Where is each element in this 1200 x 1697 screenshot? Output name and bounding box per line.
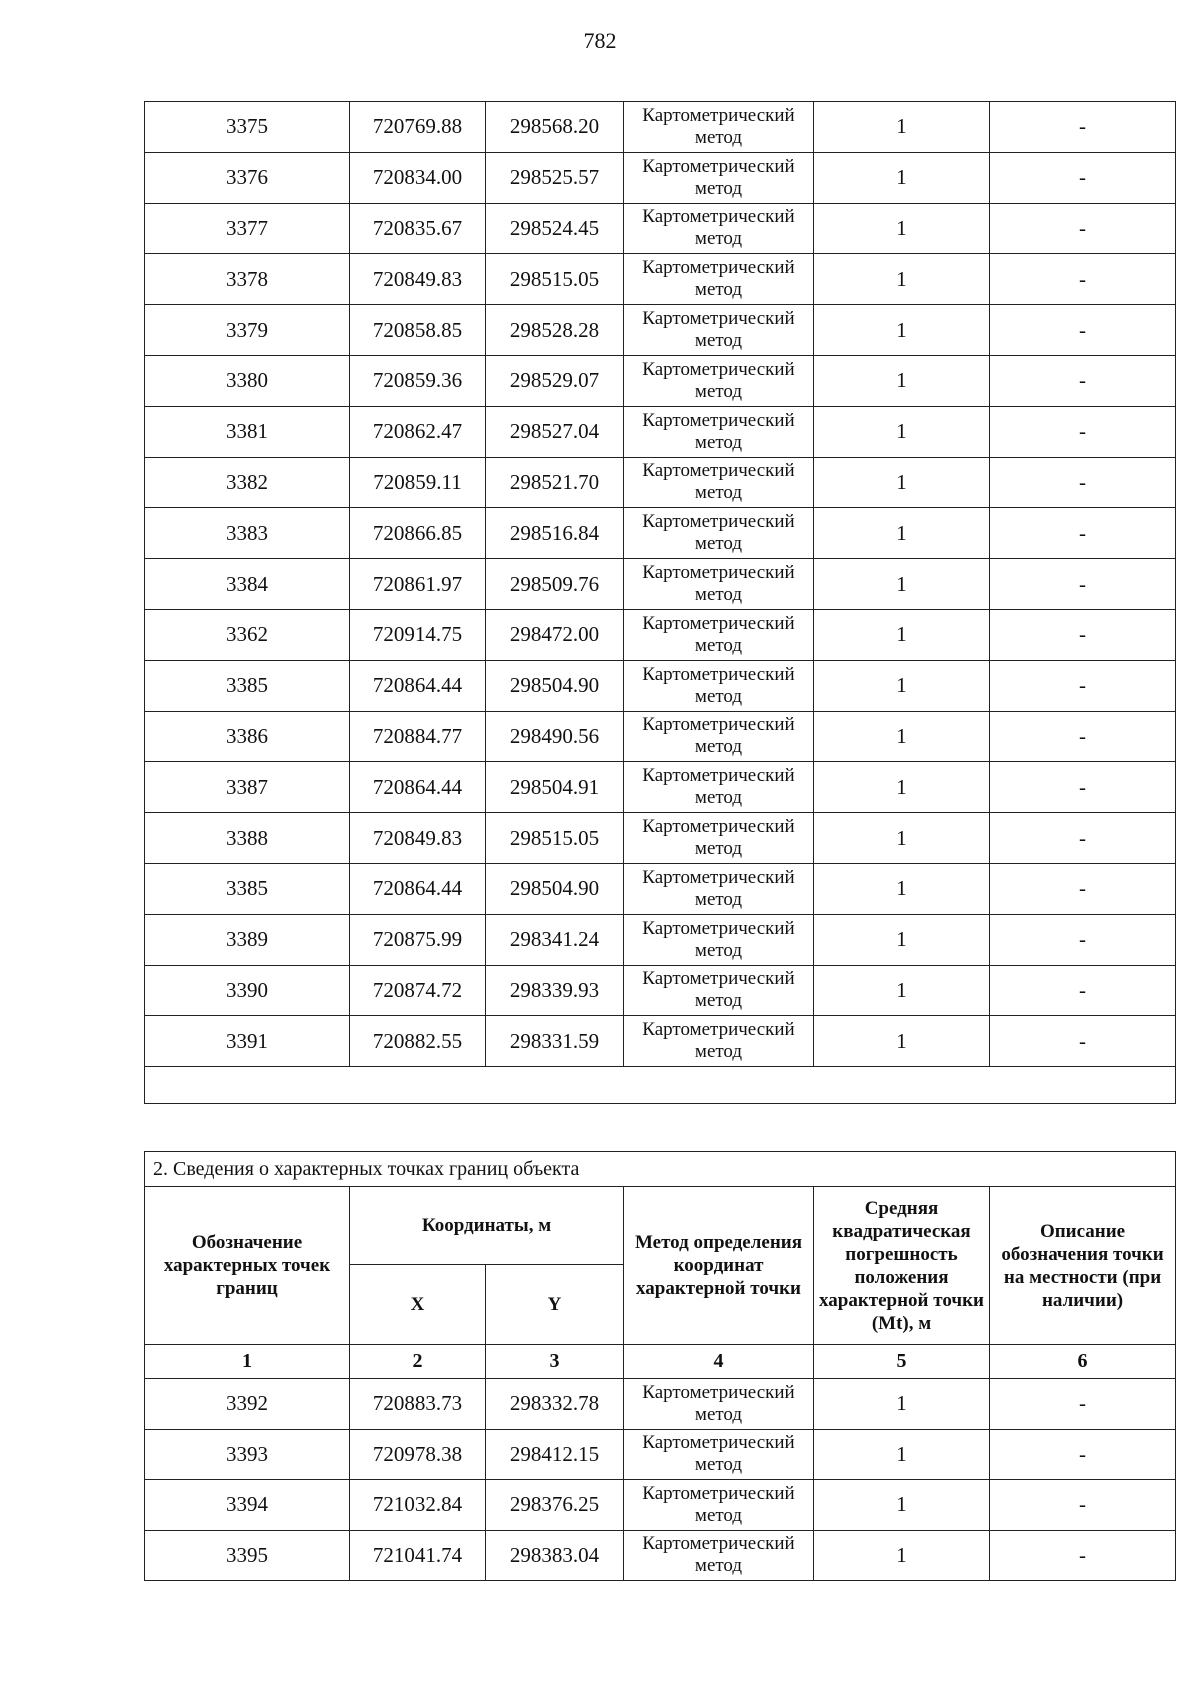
header-description: Описание обозначения точки на местности (при наличии) (990, 1187, 1176, 1345)
coord-x: 720864.44 (350, 863, 486, 914)
error-value: 1 (814, 559, 990, 610)
coord-y: 298527.04 (486, 406, 624, 457)
coord-y: 298332.78 (486, 1379, 624, 1430)
error-value: 1 (814, 660, 990, 711)
method: Картометрический метод (624, 813, 814, 864)
description: - (990, 254, 1176, 305)
description: - (990, 152, 1176, 203)
error-value: 1 (814, 203, 990, 254)
point-id: 3379 (145, 305, 350, 356)
coord-y: 298504.90 (486, 660, 624, 711)
point-id: 3389 (145, 914, 350, 965)
coord-y: 298383.04 (486, 1530, 624, 1581)
header-coordinates: Координаты, м (350, 1187, 624, 1265)
coord-y: 298515.05 (486, 254, 624, 305)
boundary-points-table-continued (144, 101, 1176, 1104)
table-row (145, 609, 1176, 660)
coord-y: 298472.00 (486, 609, 624, 660)
coord-x: 720862.47 (350, 406, 486, 457)
column-number: 1 (145, 1345, 350, 1379)
coord-x: 720835.67 (350, 203, 486, 254)
method: Картометрический метод (624, 660, 814, 711)
point-id: 3393 (145, 1429, 350, 1480)
coord-y: 298412.15 (486, 1429, 624, 1480)
point-id: 3395 (145, 1530, 350, 1581)
table-row (145, 152, 1176, 203)
coord-y: 298376.25 (486, 1480, 624, 1531)
table-row (145, 559, 1176, 610)
description: - (990, 965, 1176, 1016)
coord-y: 298339.93 (486, 965, 624, 1016)
table-row (145, 254, 1176, 305)
coord-y: 298509.76 (486, 559, 624, 610)
error-value: 1 (814, 1429, 990, 1480)
method: Картометрический метод (624, 965, 814, 1016)
table-row (145, 660, 1176, 711)
coord-x: 720866.85 (350, 508, 486, 559)
method: Картометрический метод (624, 1480, 814, 1531)
column-number: 3 (486, 1345, 624, 1379)
table-row (145, 508, 1176, 559)
error-value: 1 (814, 254, 990, 305)
coord-x: 720849.83 (350, 813, 486, 864)
method: Картометрический метод (624, 609, 814, 660)
coord-y: 298341.24 (486, 914, 624, 965)
method: Картометрический метод (624, 102, 814, 153)
coord-x: 720858.85 (350, 305, 486, 356)
method: Картометрический метод (624, 762, 814, 813)
description: - (990, 305, 1176, 356)
column-number: 4 (624, 1345, 814, 1379)
coord-x: 721032.84 (350, 1480, 486, 1531)
description: - (990, 508, 1176, 559)
table-row (145, 711, 1176, 762)
description: - (990, 355, 1176, 406)
point-id: 3386 (145, 711, 350, 762)
point-id: 3385 (145, 660, 350, 711)
table-row (145, 355, 1176, 406)
table-row (145, 1530, 1176, 1581)
method: Картометрический метод (624, 1429, 814, 1480)
method: Картометрический метод (624, 508, 814, 559)
coord-y: 298521.70 (486, 457, 624, 508)
point-id: 3392 (145, 1379, 350, 1430)
section-title-row (145, 1152, 1176, 1187)
coord-x: 720834.00 (350, 152, 486, 203)
coord-y: 298331.59 (486, 1016, 624, 1067)
coord-x: 720849.83 (350, 254, 486, 305)
point-id: 3387 (145, 762, 350, 813)
coord-x: 720864.44 (350, 762, 486, 813)
method: Картометрический метод (624, 1379, 814, 1430)
error-value: 1 (814, 508, 990, 559)
method: Картометрический метод (624, 254, 814, 305)
coord-y: 298528.28 (486, 305, 624, 356)
error-value: 1 (814, 355, 990, 406)
section-title: 2. Сведения о характерных точках границ объекта (145, 1152, 1176, 1187)
coord-x: 720875.99 (350, 914, 486, 965)
error-value: 1 (814, 305, 990, 356)
header-y: Y (486, 1265, 624, 1345)
description: - (990, 609, 1176, 660)
table-row (145, 1379, 1176, 1430)
coord-x: 720978.38 (350, 1429, 486, 1480)
coord-y: 298525.57 (486, 152, 624, 203)
coord-y: 298515.05 (486, 813, 624, 864)
method: Картометрический метод (624, 863, 814, 914)
point-id: 3390 (145, 965, 350, 1016)
coord-x: 720859.36 (350, 355, 486, 406)
method: Картометрический метод (624, 559, 814, 610)
description: - (990, 406, 1176, 457)
table-row (145, 965, 1176, 1016)
method: Картометрический метод (624, 914, 814, 965)
coord-y: 298504.91 (486, 762, 624, 813)
point-id: 3388 (145, 813, 350, 864)
description: - (990, 711, 1176, 762)
point-id: 3376 (145, 152, 350, 203)
point-id: 3384 (145, 559, 350, 610)
coord-x: 720882.55 (350, 1016, 486, 1067)
coord-y: 298568.20 (486, 102, 624, 153)
coord-y: 298516.84 (486, 508, 624, 559)
table-row (145, 102, 1176, 153)
point-id: 3377 (145, 203, 350, 254)
boundary-points-table (144, 1151, 1176, 1581)
coord-x: 720884.77 (350, 711, 486, 762)
column-number: 2 (350, 1345, 486, 1379)
header-mean-square-error: Средняя квадратическая погрешность положения характерной точки (Mt), м (814, 1187, 990, 1345)
description: - (990, 1429, 1176, 1480)
point-id: 3382 (145, 457, 350, 508)
coord-x: 720769.88 (350, 102, 486, 153)
coord-x: 720883.73 (350, 1379, 486, 1430)
point-id: 3381 (145, 406, 350, 457)
error-value: 1 (814, 863, 990, 914)
error-value: 1 (814, 1379, 990, 1430)
error-value: 1 (814, 914, 990, 965)
coord-y: 298524.45 (486, 203, 624, 254)
error-value: 1 (814, 813, 990, 864)
point-id: 3380 (145, 355, 350, 406)
error-value: 1 (814, 711, 990, 762)
method: Картометрический метод (624, 457, 814, 508)
method: Картометрический метод (624, 152, 814, 203)
point-id: 3383 (145, 508, 350, 559)
description: - (990, 762, 1176, 813)
description: - (990, 813, 1176, 864)
column-number: 5 (814, 1345, 990, 1379)
table-empty-row (145, 1067, 1176, 1104)
coord-x: 720861.97 (350, 559, 486, 610)
page-number: 782 (583, 28, 617, 53)
error-value: 1 (814, 152, 990, 203)
coord-x: 720859.11 (350, 457, 486, 508)
coord-x: 720864.44 (350, 660, 486, 711)
method: Картометрический метод (624, 305, 814, 356)
point-id: 3375 (145, 102, 350, 153)
error-value: 1 (814, 406, 990, 457)
coord-y: 298529.07 (486, 355, 624, 406)
method: Картометрический метод (624, 406, 814, 457)
error-value: 1 (814, 609, 990, 660)
description: - (990, 863, 1176, 914)
table-row (145, 457, 1176, 508)
description: - (990, 914, 1176, 965)
error-value: 1 (814, 1480, 990, 1531)
description: - (990, 1379, 1176, 1430)
description: - (990, 660, 1176, 711)
table-row (145, 762, 1176, 813)
table-row (145, 813, 1176, 864)
description: - (990, 203, 1176, 254)
table-row (145, 203, 1176, 254)
error-value: 1 (814, 965, 990, 1016)
coord-x: 720874.72 (350, 965, 486, 1016)
description: - (990, 457, 1176, 508)
method: Картометрический метод (624, 711, 814, 762)
method: Картометрический метод (624, 1530, 814, 1581)
method: Картометрический метод (624, 1016, 814, 1067)
error-value: 1 (814, 1530, 990, 1581)
table-row (145, 305, 1176, 356)
error-value: 1 (814, 1016, 990, 1067)
table-row (145, 406, 1176, 457)
error-value: 1 (814, 102, 990, 153)
point-id: 3394 (145, 1480, 350, 1531)
header-x: X (350, 1265, 486, 1345)
table-row (145, 863, 1176, 914)
description: - (990, 559, 1176, 610)
coord-y: 298490.56 (486, 711, 624, 762)
coord-x: 720914.75 (350, 609, 486, 660)
point-id: 3362 (145, 609, 350, 660)
method: Картометрический метод (624, 203, 814, 254)
header-method: Метод определения координат характерной точки (624, 1187, 814, 1345)
table-row (145, 1429, 1176, 1480)
error-value: 1 (814, 457, 990, 508)
coord-x: 721041.74 (350, 1530, 486, 1581)
column-numbers-row (145, 1345, 1176, 1379)
description: - (990, 1530, 1176, 1581)
table-row (145, 1480, 1176, 1531)
coord-y: 298504.90 (486, 863, 624, 914)
point-id: 3378 (145, 254, 350, 305)
description: - (990, 1016, 1176, 1067)
header-point-designation: Обозначение характерных точек границ (145, 1187, 350, 1345)
table-row (145, 1016, 1176, 1067)
table-row (145, 914, 1176, 965)
error-value: 1 (814, 762, 990, 813)
point-id: 3391 (145, 1016, 350, 1067)
point-id: 3385 (145, 863, 350, 914)
description: - (990, 1480, 1176, 1531)
description: - (990, 102, 1176, 153)
column-number: 6 (990, 1345, 1176, 1379)
method: Картометрический метод (624, 355, 814, 406)
